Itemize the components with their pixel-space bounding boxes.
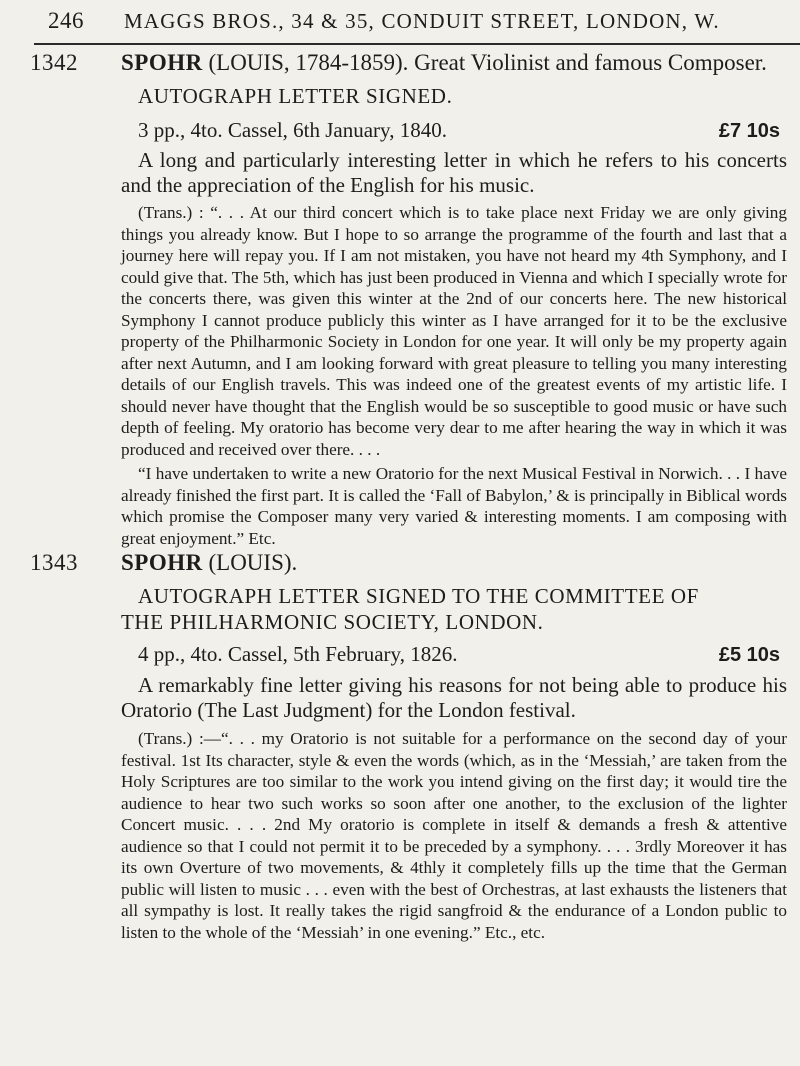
item-details: 4 pp., 4to. Cassel, 5th February, 1826. bbox=[138, 642, 458, 666]
page-header bbox=[0, 0, 800, 40]
running-head: MAGGS BROS., 34 & 35, CONDUIT STREET, LONDON, W. bbox=[124, 9, 720, 33]
composer-name: SPOHR bbox=[121, 50, 203, 75]
item-heading-continued: THE PHILHARMONIC SOCIETY, LONDON. bbox=[121, 610, 544, 634]
item-heading: AUTOGRAPH LETTER SIGNED TO THE COMMITTEE OF bbox=[138, 584, 699, 608]
item-details: 3 pp., 4to. Cassel, 6th January, 1840. bbox=[138, 118, 447, 142]
summary: A long and particularly interesting letter in which he refers to his concerts and the appreciation of the English for his music. bbox=[121, 148, 787, 197]
page-number: 246 bbox=[48, 8, 84, 33]
composer-details: (LOUIS). bbox=[208, 550, 298, 575]
summary: A remarkably fine letter giving his reasons for not being able to produce his Oratorio (The Last Judgment) for the London festival. bbox=[121, 673, 787, 722]
translation-continued: “I have undertaken to write a new Oratorio for the next Musical Festival in Norwich. . . I have already finished the first part. It is called the ‘Fall of Babylon,’ & is principally in Biblical words which promise the Composer many very varied & interesting moments. I am composing with great enjoyment.” Etc. bbox=[121, 464, 787, 548]
price: £5 10s bbox=[718, 644, 780, 666]
entry-title bbox=[121, 50, 781, 76]
price: £7 10s bbox=[718, 120, 780, 142]
composer-details: (LOUIS, 1784-1859). Great Violinist and famous Composer. bbox=[208, 50, 767, 75]
composer-name: SPOHR bbox=[121, 550, 203, 575]
entry-title bbox=[121, 550, 781, 576]
lot-number: 1342 bbox=[30, 50, 78, 75]
lot-number: 1343 bbox=[30, 550, 78, 575]
header-rule bbox=[34, 43, 800, 45]
translation: (Trans.) :—“. . . my Oratorio is not suitable for a performance on the second day of your festival. 1st Its character, style & even the words (which, as in the ‘Messiah,’ are taken from the Holy Scriptures are too similar to the work you intend giving on the first day; it would tire the audience to hear two such works so soon after one another, to the exclusion of the lighter Concert music. . . . 2nd My oratorio is complete in itself & demands a fresh & attentive audience so that I could not permit it to be preceded by a symphony. . . . 3rdly Moreover it has its own Overture of two movements, & 4thly it completely fills up the time that the German public will listen to music . . . even with the best of Orchestras, at last exhausts the listeners that all sympathy is lost. It really takes the rigid sangfroid & the endurance of a London public to listen to the whole of the ‘Messiah’ in one evening.” Etc., etc. bbox=[121, 729, 787, 942]
translation: (Trans.) : “. . . At our third concert which is to take place next Friday we are only giving things you already know. But I hope to so arrange the programme of the fourth and last that a journey here will repay you. If I am not mistaken, you have not heard my 4th Symphony, and I could give that. The 5th, which has just been produced in Vienna and which I specially wrote for the concerts there, was given this winter at the 2nd of our concerts here. The new historical Symphony I cannot produce publicly this winter as I have arranged for it to be the exclusive property of the Philharmonic Society in London for one year. It will only be my property again after next Autumn, and I am looking forward with great pleasure to telling you many interesting details of our English travels. This was indeed one of the greatest events of my artistic life. I should never have thought that the English would be so susceptible to good music or have such depth of feeling. My oratorio has become very dear to me after hearing the way in which it was produced and received over there. . . . bbox=[121, 203, 787, 459]
item-heading: AUTOGRAPH LETTER SIGNED. bbox=[138, 84, 453, 108]
